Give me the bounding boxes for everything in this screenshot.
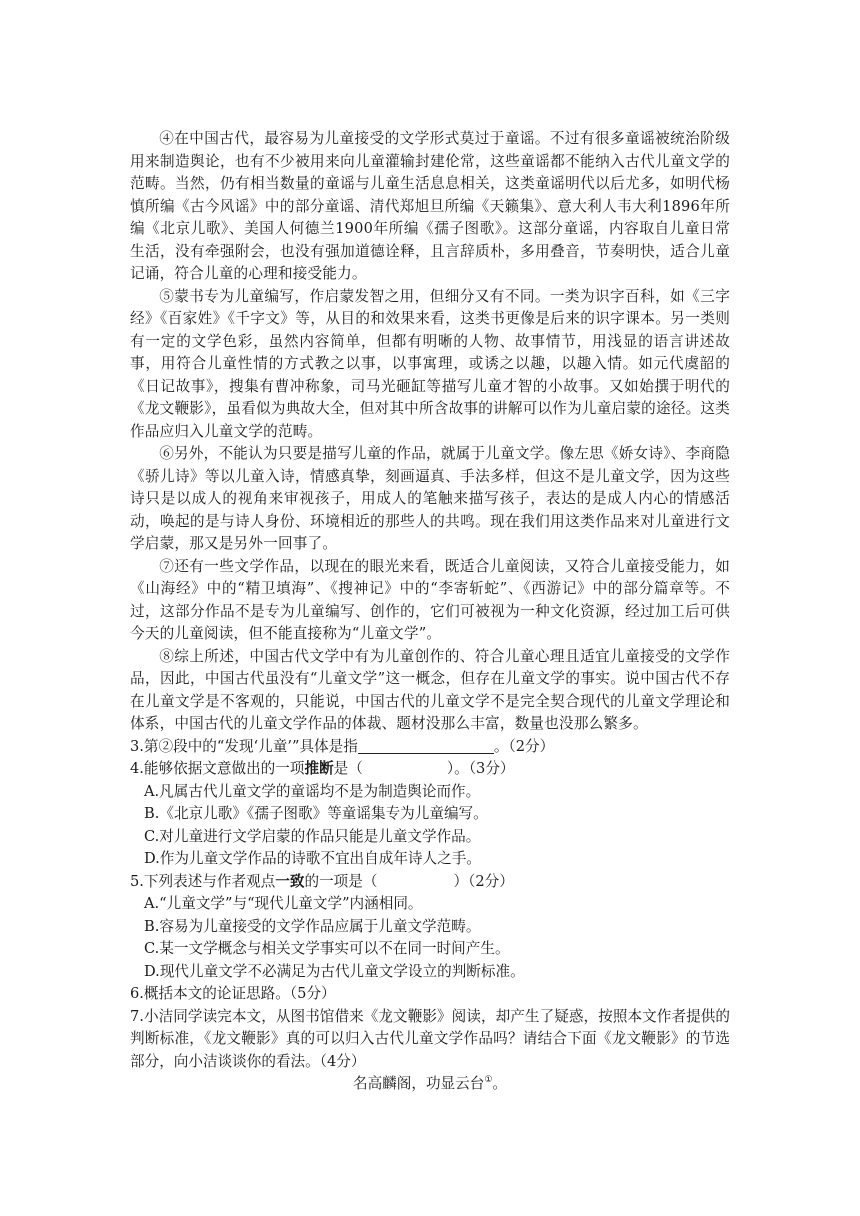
option-c: C.对儿童进行文学启蒙的作品只能是儿童文学作品。: [144, 827, 481, 845]
question-4-post: 是（: [333, 760, 363, 777]
question-5-points: ）（2分）: [453, 872, 514, 890]
excerpt-text: 名高麟阁，功显云台: [352, 1075, 485, 1092]
question-5-post: 的一项是（: [304, 872, 378, 890]
option-d: D.作为儿童文学作品的诗歌不宜出自成年诗人之手。: [144, 850, 481, 867]
paragraph-6: ⑥另外，不能认为只要是描写儿童的作品，就属于儿童文学。像左思《娇女诗》、李商隐《骄儿诗》等以儿童入诗，情感真挚，刻画逼真、手法多样，但这不是儿童文学，因为这些诗只是以成人的视角来审视孩子，用成人的笔触来描写孩子，表达的是成人内心的情感活动，唤起的是与诗人身份、环境相近的那些人的共鸣。现在我们用这类作品来对儿童进行文学启蒙，那又是另外一回事了。: [130, 445, 730, 552]
paragraph-4: ④在中国古代，最容易为儿童接受的文学形式莫过于童谣。不过有很多童谣被统治阶级用来制造舆论，也有不少被用来向儿童灌输封建伦常，这些童谣都不能纳入古代儿童文学的范畴。当然，仍有相当数量的童谣与儿童生活息息相关，这类童谣明代以后尤多，如明代杨慎所编《古今风谣》中的部分童谣、清代郑旭旦所编《天籁集》、意大利人韦大利1896年所编《北京儿歌》、美国人何德兰1900年所编《孺子图歌》。这部分童谣，内容取自儿童日常生活，没有牵强附会，也没有强加道德诠释，且言辞质朴，多用叠音，节奏明快，适合儿童记诵，符合儿童的心理和接受能力。: [130, 130, 730, 282]
option-a: A.“儿童文学”与“现代儿童文学”内涵相同。: [144, 895, 423, 912]
exam-page: [130, 128, 730, 1096]
question-5: [130, 871, 730, 894]
question-3-text: 3.第②段中的“发现‘儿童’”具体是指: [130, 737, 358, 755]
question-7: 7.小洁同学读完本文，从图书馆借来《龙文鞭影》阅读，却产生了疑惑，按照本文作者提供的判断标准，《龙文鞭影》真的可以归入古代儿童文学作品吗？请结合下面《龙文鞭影》的节选部分，向小洁谈谈你的看法。（4分）: [130, 1007, 730, 1070]
question-3-points: 。（2分）: [493, 737, 555, 755]
question-6: 6.概括本文的论证思路。（5分）: [130, 985, 336, 1002]
paragraph-5: ⑤蒙书专为儿童编写，作启蒙发智之用，但细分又有不同。一类为识字百科，如《三字经》《百家姓》《千字文》等，从目的和效果来看，这类书更像是后来的识字课本。另一类则有一定的文学色彩，虽然内容简单，但都有明晰的人物、故事情节，用浅显的语言讲述故事，用符合儿童性情的方式教之以事，以事寓理，或诱之以趣，以趣入情。如元代虞韶的《日记故事》，搜集有曹冲称象，司马光砸缸等描写儿童才智的小故事。又如始撰于明代的《龙文鞭影》，虽看似为典故大全，但对其中所含故事的讲解可以作为儿童启蒙的途径。这类作品应归入儿童文学的范畴。: [130, 287, 730, 440]
option-d: D.现代儿童文学不必满足为古代儿童文学设立的判断标准。: [144, 962, 525, 980]
question-5-emphasis: 一致: [275, 872, 305, 890]
question-4-points: ）。（3分）: [446, 760, 515, 777]
excerpt-period: 。: [492, 1075, 508, 1092]
footnote-marker: ①: [484, 1075, 493, 1085]
option-a: A.凡属古代儿童文学的童谣均不是为制造舆论而作。: [144, 782, 481, 800]
option-b: B.容易为儿童接受的文学作品应属于儿童文学范畴。: [144, 917, 481, 935]
question-4: [130, 758, 730, 781]
question-4-emphasis: 推断: [304, 760, 334, 777]
answer-blank[interactable]: [358, 737, 494, 754]
question-3: [130, 736, 730, 759]
excerpt-line: [130, 1073, 730, 1096]
option-c: C.某一文学概念与相关文学事实可以不在同一时间产生。: [144, 940, 510, 957]
paragraph-7: ⑦还有一些文学作品，以现在的眼光来看，既适合儿童阅读，又符合儿童接受能力，如《山海经》中的“精卫填海”、《搜神记》中的“李寄斩蛇”、《西游记》中的部分篇章等。不过，这部分作品不是专为儿童编写、创作的，它们可被视为一种文化资源，经过加工后可供今天的儿童阅读，但不能直接称为“儿童文学”。: [130, 557, 730, 642]
question-4-pre: 4.能够依据文意做出的一项: [130, 760, 305, 777]
paragraph-8: ⑧综上所述，中国古代文学中有为儿童创作的、符合儿童心理且适宜儿童接受的文学作品，因此，中国古代虽没有“儿童文学”这一概念，但存在儿童文学的事实。说中国古代不存在儿童文学是不客观的，只能说，中国古代的儿童文学不是完全契合现代的儿童文学理论和体系，中国古代的儿童文学作品的体裁、题材没那么丰富，数量也没那么繁多。: [130, 647, 730, 732]
question-5-pre: 5.下列表述与作者观点: [130, 872, 276, 890]
option-b: B.《北京儿歌》《孺子图歌》等童谣集专为儿童编写。: [144, 805, 488, 822]
